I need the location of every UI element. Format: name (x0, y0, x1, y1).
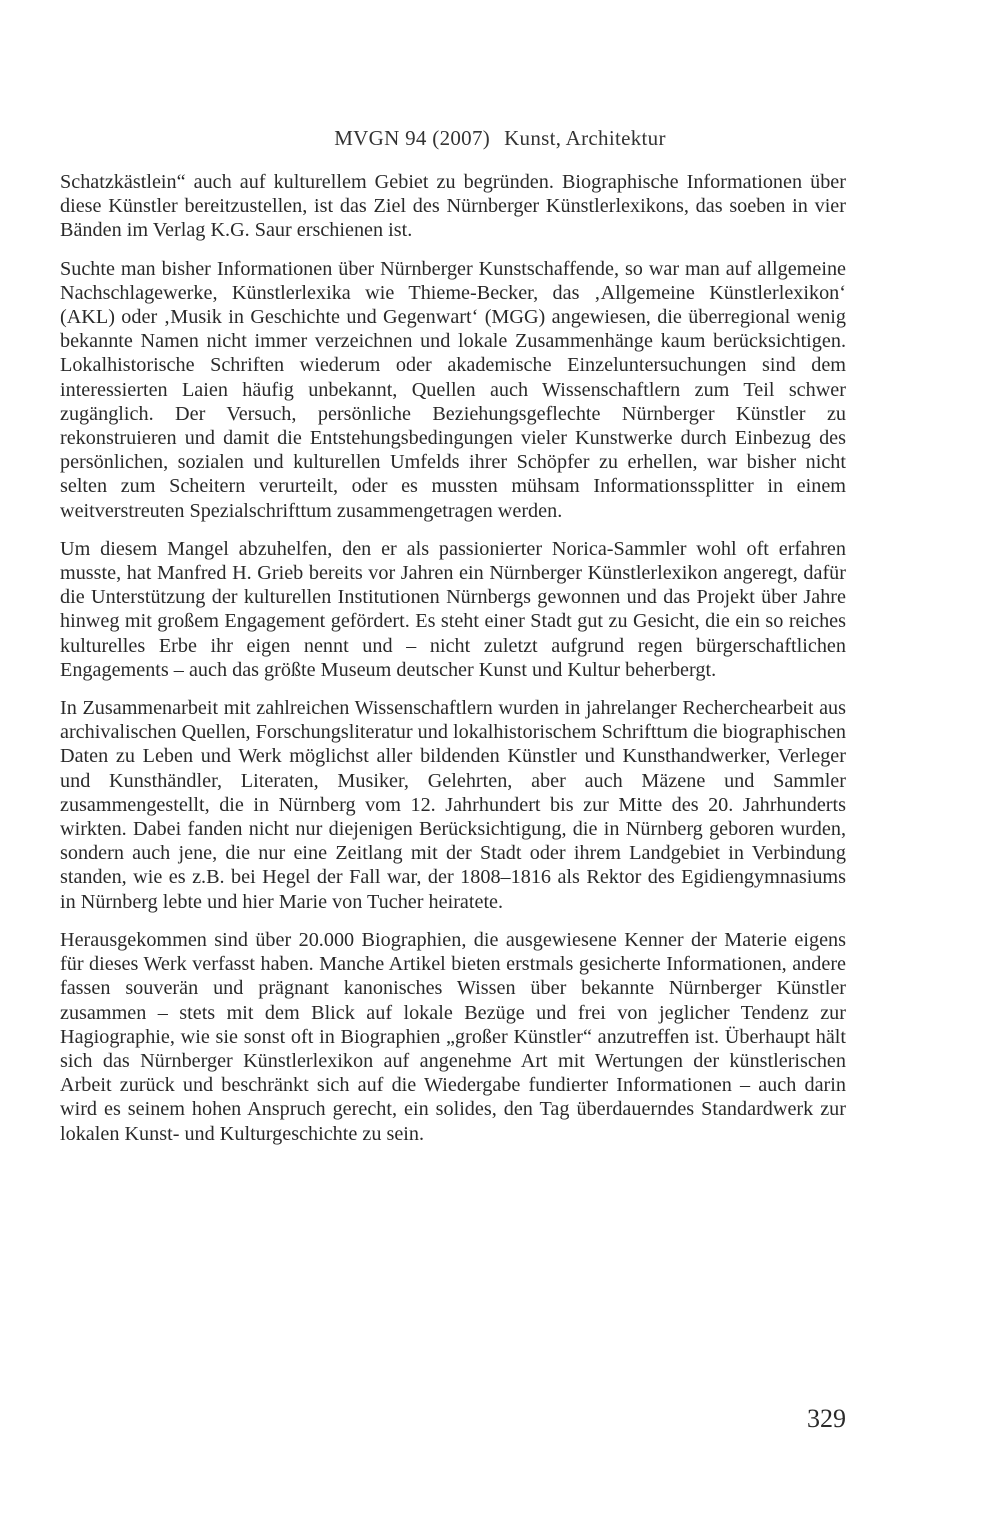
paragraph-2: Suchte man bisher Informationen über Nürnberger Kunstschaffende, so war man auf allgemeine Nachschlagewerke, Künstlerlexika wie Thieme-Becker, das ‚Allgemeine Künstlerlexikon‘ (AKL) oder ‚Musik in Geschichte und Gegenwart‘ (MGG) angewiesen, die überregional wenig bekannte Namen nicht immer verzeichnen und lokale Zusammenhänge kaum berücksichtigen. Lokalhistorische Schriften wiederum oder akademische Einzeluntersuchungen sind dem interessierten Laien häufig unbekannt, Quellen auch Wissenschaftlern zum Teil schwer zugänglich. Der Versuch, persönliche Beziehungsgeflechte Nürnberger Künstler zu rekonstruieren und damit die Entstehungsbedingungen vieler Kunstwerke durch Einbezug des persönlichen, sozialen und kulturellen Umfelds ihrer Schöpfer zu erhellen, war bisher nicht selten zum Scheitern verurteilt, oder es mussten mühsam Informationssplitter in einem weitverstreuten Spezialschrifttum zusammengetragen werden. (60, 257, 846, 522)
header-journal: MVGN 94 (2007) (334, 126, 491, 150)
paragraph-3: Um diesem Mangel abzuhelfen, den er als passionierter Norica-Sammler wohl oft erfahren musste, hat Manfred H. Grieb bereits vor Jahren ein Nürnberger Künstlerlexikon angeregt, dafür die Unterstützung der kulturellen Institutionen Nürnbergs gewonnen und das Projekt über Jahre hinweg mit großem Engagement gefördert. Es steht einer Stadt gut zu Gesicht, die ein so reiches kulturelles Erbe ihr eigen nennt und – nicht zuletzt aufgrund regen bürgerschaftlichen Engagements – auch das größte Museum deutscher Kunst und Kultur beherbergt. (60, 537, 846, 681)
paragraph-4: In Zusammenarbeit mit zahlreichen Wissenschaftlern wurden in jahrelanger Recherchearbeit aus archivalischen Quellen, Forschungsliteratur und lokalhistorischem Schrifttum die biographischen Daten zu Leben und Werk möglichst aller bildenden Künstler und Kunsthandwerker, Verleger und Kunsthändler, Literaten, Musiker, Gelehrten, aber auch Mäzene und Sammler zusammengestellt, die in Nürnberg vom 12. Jahrhundert bis zur Mitte des 20. Jahrhunderts wirkten. Dabei fanden nicht nur diejenigen Berücksichtigung, die in Nürnberg geboren wurden, sondern auch jene, die nur eine Zeitlang mit der Stadt oder ihrem Landgebiet in Verbindung standen, wie es z.B. bei Hegel der Fall war, der 1808–1816 als Rektor des Egidiengymnasiums in Nürnberg lebte und hier Marie von Tucher heiratete. (60, 697, 847, 913)
running-header (150, 126, 850, 151)
page-number: 329 (807, 1404, 846, 1433)
header-section: Kunst, Architektur (504, 126, 666, 150)
body-text (60, 170, 846, 1160)
paragraph-1: Schatzkästlein“ auch auf kulturellem Gebiet zu begründen. Biographische Informationen über diese Künstler bereitzustellen, ist das Ziel des Nürnberger Künstlerlexikons, das soeben in vier Bänden im Verlag K.G. Saur erschienen ist. (60, 171, 846, 242)
paragraph-5: Herausgekommen sind über 20.000 Biographien, die ausgewiesene Kenner der Materie eigens für dieses Werk verfasst haben. Manche Artikel bieten erstmals gesicherte Informationen, andere fassen souverän und prägnant kanonisches Wissen über bekannte Nürnberger Künstler zusammen – stets mit dem Blick auf lokale Bezüge und frei von jeglicher Tendenz zur Hagiographie, wie sie sonst oft in Biographien „großer Künstler“ anzutreffen ist. Überhaupt hält sich das Nürnberger Künstlerlexikon auf angenehme Art mit Wertungen der künstlerischen Arbeit zurück und beschränkt sich auf die Wiedergabe fundierter Informationen – auch darin wird es seinem hohen Anspruch gerecht, ein solides, den Tag überdauerndes Standardwerk zur lokalen Kunst- und Kulturgeschichte zu sein. (60, 928, 846, 1145)
